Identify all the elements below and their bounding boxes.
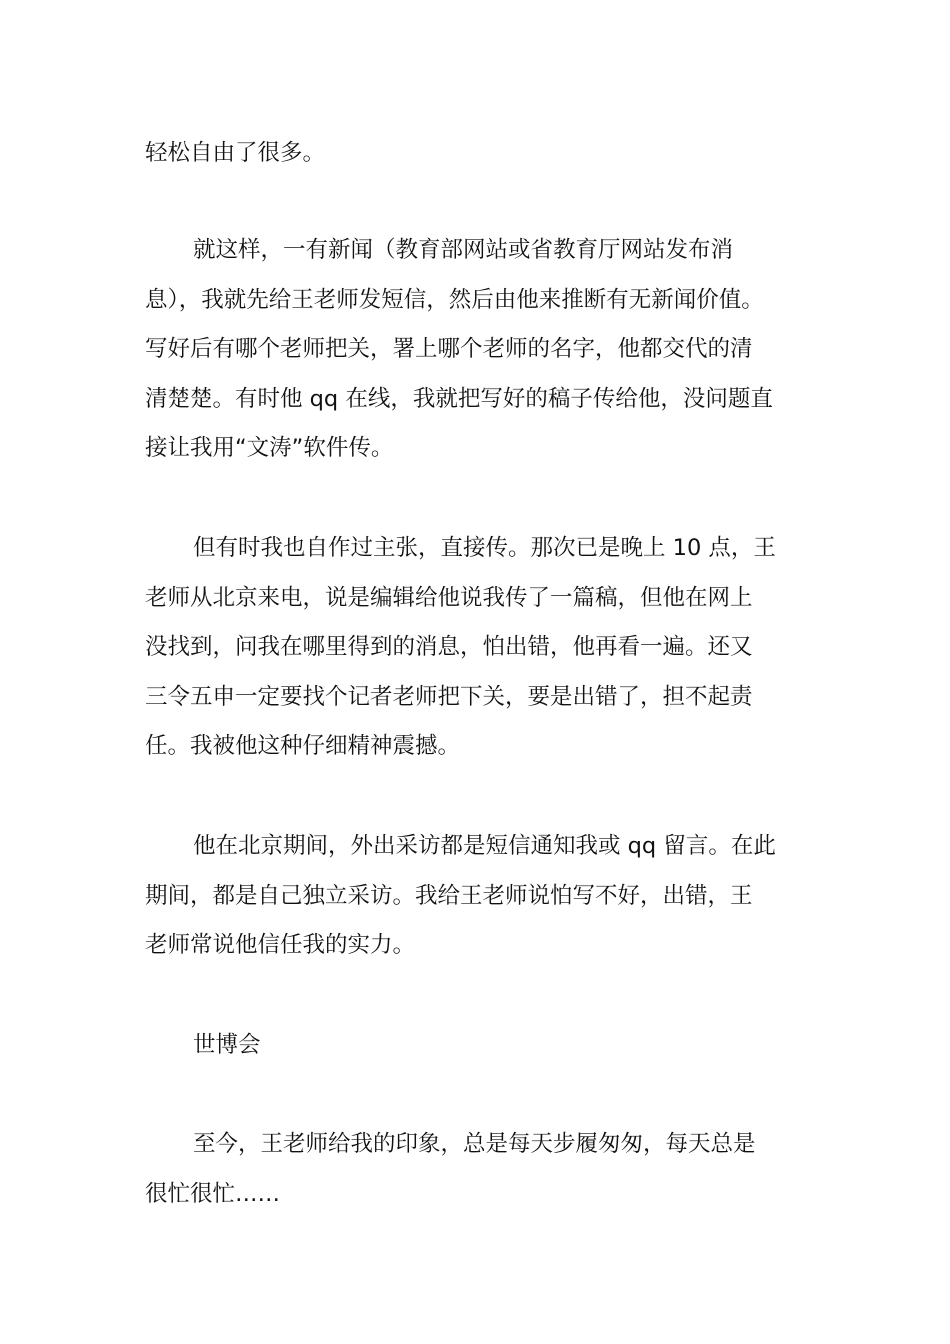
paragraph-beijing-period [145, 822, 810, 971]
text-line: 清楚楚。有时他 qq 在线，我就把写好的稿子传给他，没问题直 [145, 385, 773, 412]
paragraph-late-call [145, 524, 810, 772]
text-line: 老师常说他信任我的实力。 [145, 932, 416, 958]
paragraph-continuation [145, 129, 810, 179]
text-line: 至今，王老师给我的印象，总是每天步履匆匆，每天总是 [193, 1131, 756, 1157]
text-line: 写好后有哪个老师把关，署上哪个老师的名字，他都交代的清 [145, 336, 753, 362]
text-line: 老师从北京来电，说是编辑给他说我传了一篇稿，但他在网上 [145, 584, 753, 611]
text-line: 任。我被他这种仔细精神震撼。 [145, 733, 461, 759]
paragraph-news-workflow [145, 226, 810, 474]
text-line: 没找到，问我在哪里得到的消息，怕出错，他再看一遍。还又 [145, 634, 753, 660]
paragraph-impression [145, 1120, 810, 1219]
text-line: 轻松自由了很多。 [145, 140, 326, 166]
text-line: 三令五申一定要找个记者老师把下关，要是出错了，担不起责 [145, 683, 753, 710]
text-line: 接让我用“文涛”软件传。 [145, 435, 394, 461]
text-line: 但有时我也自作过主张，直接传。那次已是晚上 10 点，王 [193, 535, 776, 561]
text-line: 息），我就先给王老师发短信，然后由他来推断有无新闻价值。 [145, 286, 764, 313]
text-line: 很忙很忙…… [145, 1180, 281, 1207]
section-heading: 世博会 [193, 1032, 261, 1058]
text-line: 他在北京期间，外出采访都是短信通知我或 qq 留言。在此 [193, 833, 776, 859]
section-heading-expo [145, 1021, 810, 1071]
text-line: 就这样，一有新闻（教育部网站或省教育厅网站发布消 [193, 237, 734, 263]
text-line: 期间，都是自己独立采访。我给王老师说怕写不好，出错，王 [145, 882, 753, 909]
